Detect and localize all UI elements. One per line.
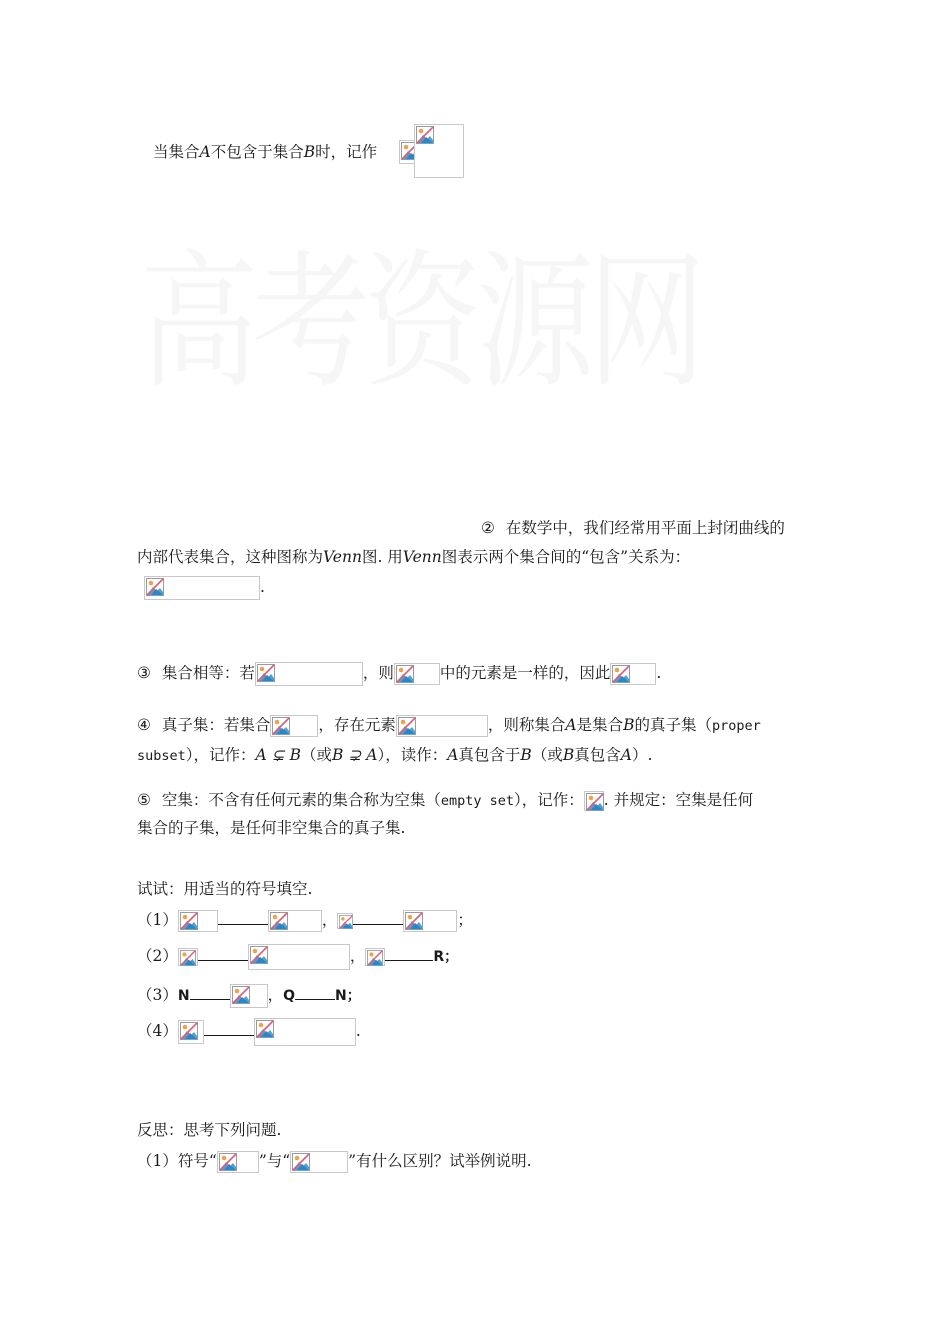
formula-image <box>178 1020 204 1044</box>
broken-image-icon <box>612 665 630 683</box>
formula-image-equality-condition <box>255 662 363 686</box>
answer-blank[interactable] <box>295 983 335 1000</box>
paragraph-empty-set-line1: ⑤ 空集：不含有任何元素的集合称为空集（empty set），记作： . 并规定：空集是任何 <box>137 791 754 809</box>
exercise-item-4: （4） . <box>137 1018 361 1046</box>
paragraph-venn-line2: 内部代表集合，这种图称为Venn图. 用Venn图表示两个集合间的“包含”关系为： <box>137 548 691 566</box>
broken-image-icon <box>219 1153 237 1171</box>
venn-diagram-row: . <box>144 576 265 600</box>
exercise-item-3: （3）N ，Q N； <box>137 983 361 1008</box>
broken-image-icon <box>180 950 196 966</box>
exercise-item-1: （1） ， ； <box>137 908 473 932</box>
exercise-item-2: （2） ， R； <box>137 944 458 970</box>
broken-image-icon <box>272 717 290 735</box>
reflection-title: 反思：思考下列问题. <box>137 1121 282 1139</box>
paragraph-not-subset: 当集合A不包含于集合B时，记作 <box>153 143 378 161</box>
formula-image <box>230 984 268 1008</box>
formula-image <box>254 1018 356 1046</box>
answer-blank[interactable] <box>204 1019 254 1036</box>
venn-diagram-image <box>144 576 260 600</box>
answer-blank[interactable] <box>385 944 433 961</box>
watermark: 高考资源网 <box>140 235 701 409</box>
broken-image-icon <box>270 912 288 930</box>
paragraph-proper-subset-line1: ④ 真子集：若集合 ，存在元素 ，则称集合A是集合B的真子集（proper <box>137 714 761 737</box>
formula-image-symbol-b <box>290 1151 348 1173</box>
formula-image-equal <box>610 663 656 685</box>
broken-image-icon <box>396 665 414 683</box>
broken-image-icon <box>367 950 383 966</box>
broken-image-icon <box>180 912 198 930</box>
reflection-item-1: （1）符号“ ”与“ ”有什么区别？试举例说明. <box>137 1150 532 1173</box>
broken-image-icon <box>232 986 250 1004</box>
formula-image-empty-set <box>584 791 604 811</box>
answer-blank[interactable] <box>353 908 403 925</box>
formula-image <box>268 910 322 932</box>
broken-image-icon <box>398 717 416 735</box>
answer-blank[interactable] <box>190 983 230 1000</box>
broken-image-icon <box>416 126 434 144</box>
formula-image-subset <box>270 715 318 737</box>
formula-image <box>337 913 353 929</box>
broken-image-icon <box>586 793 604 811</box>
broken-image-icon <box>146 578 164 596</box>
answer-blank[interactable] <box>218 908 268 925</box>
formula-image <box>178 910 218 932</box>
exercise-title: 试试：用适当的符号填空. <box>137 880 313 898</box>
broken-image-icon <box>250 946 268 964</box>
formula-image <box>248 944 350 970</box>
formula-image-symbol-a <box>217 1151 259 1173</box>
formula-image <box>178 948 198 966</box>
paragraph-empty-set-line2: 集合的子集，是任何非空集合的真子集. <box>137 819 406 837</box>
answer-blank[interactable] <box>198 944 248 961</box>
formula-image <box>403 910 457 932</box>
broken-image-icon <box>292 1153 310 1171</box>
formula-image-element <box>396 715 488 737</box>
broken-image-icon <box>339 915 353 929</box>
formula-image-not-subset-b <box>414 124 464 178</box>
broken-image-icon <box>256 1020 274 1038</box>
formula-image-sets <box>394 663 440 685</box>
broken-image-icon <box>257 664 275 682</box>
broken-image-icon <box>180 1022 198 1040</box>
broken-image-icon <box>405 912 423 930</box>
paragraph-proper-subset-line2: subset），记作：A ⊊ B（或B ⊋ A），读作：A真包含于B（或B真包含A）. <box>137 746 653 764</box>
formula-image <box>365 948 385 966</box>
paragraph-venn-line1: ② 在数学中，我们经常用平面上封闭曲线的 <box>481 519 785 537</box>
paragraph-set-equality: ③ 集合相等：若 ，则 中的元素是一样的，因此 . <box>137 662 661 686</box>
